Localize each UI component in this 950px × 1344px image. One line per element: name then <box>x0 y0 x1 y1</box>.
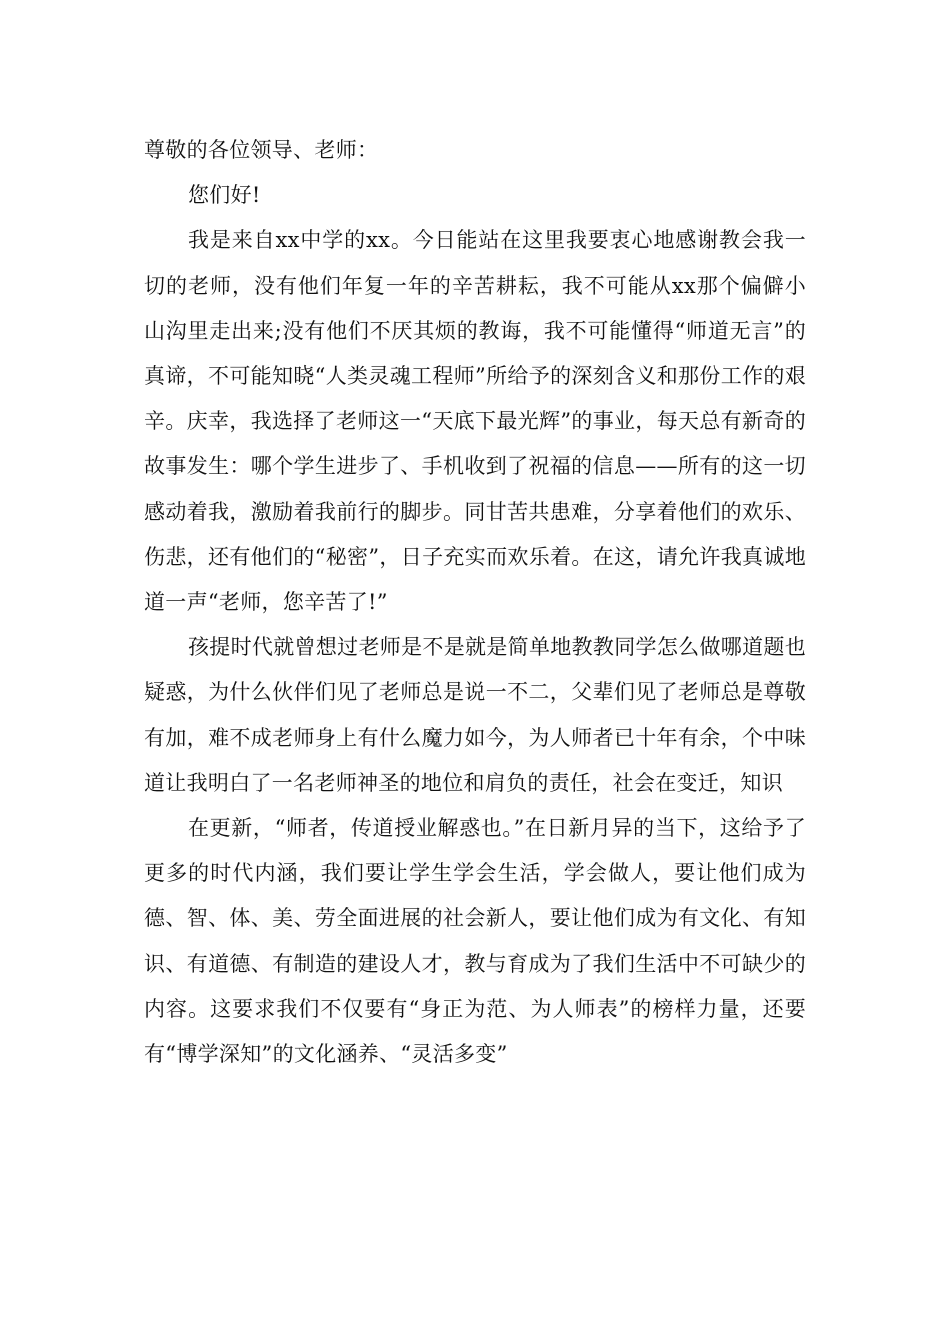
paragraph-gratitude: 我是来自xx中学的xx。今日能站在这里我要衷心地感谢教会我一切的老师，没有他们年复一年的辛苦耕耘，我不可能从xx那个偏僻小山沟里走出来;没有他们不厌其烦的教诲，我不可能懂得“师道无言”的真谛，不可能知晓“人类灵魂工程师”所给予的深刻含义和那份工作的艰辛。庆幸，我选择了老师这一“天底下最光辉”的事业，每天总有新奇的故事发生：哪个学生进步了、手机收到了祝福的信息——所有的这一切感动着我，激励着我前行的脚步。同甘苦共患难，分享着他们的欢乐、伤悲，还有他们的“秘密”，日子充实而欢乐着。在这，请允许我真诚地道一声“老师，您辛苦了!” <box>144 228 806 615</box>
document-body <box>144 128 806 1077</box>
paragraph-responsibility: 在更新，“师者，传道授业解惑也。”在日新月异的当下，这给予了更多的时代内涵，我们要让学生学会生活，学会做人，要让他们成为德、智、体、美、劳全面进展的社会新人，要让他们成为有文化、有知识、有道德、有制造的建设人才，教与育成为了我们生活中不可缺少的内容。这要求我们不仅要有“身正为范、为人师表”的榜样力量，还要有“博学深知”的文化涵养、“灵活多变” <box>144 816 806 1067</box>
greeting: 您们好! <box>188 183 261 208</box>
salutation: 尊敬的各位领导、老师： <box>144 138 379 162</box>
paragraph-childhood: 孩提时代就曾想过老师是不是就是简单地教教同学怎么做哪道题也疑惑，为什么伙伴们见了老师总是说一不二，父辈们见了老师总是尊敬有加，难不成老师身上有什么魔力如今，为人师者已十年有余，个中味道让我明白了一名老师神圣的地位和肩负的责任，社会在变迁，知识 <box>144 635 806 795</box>
